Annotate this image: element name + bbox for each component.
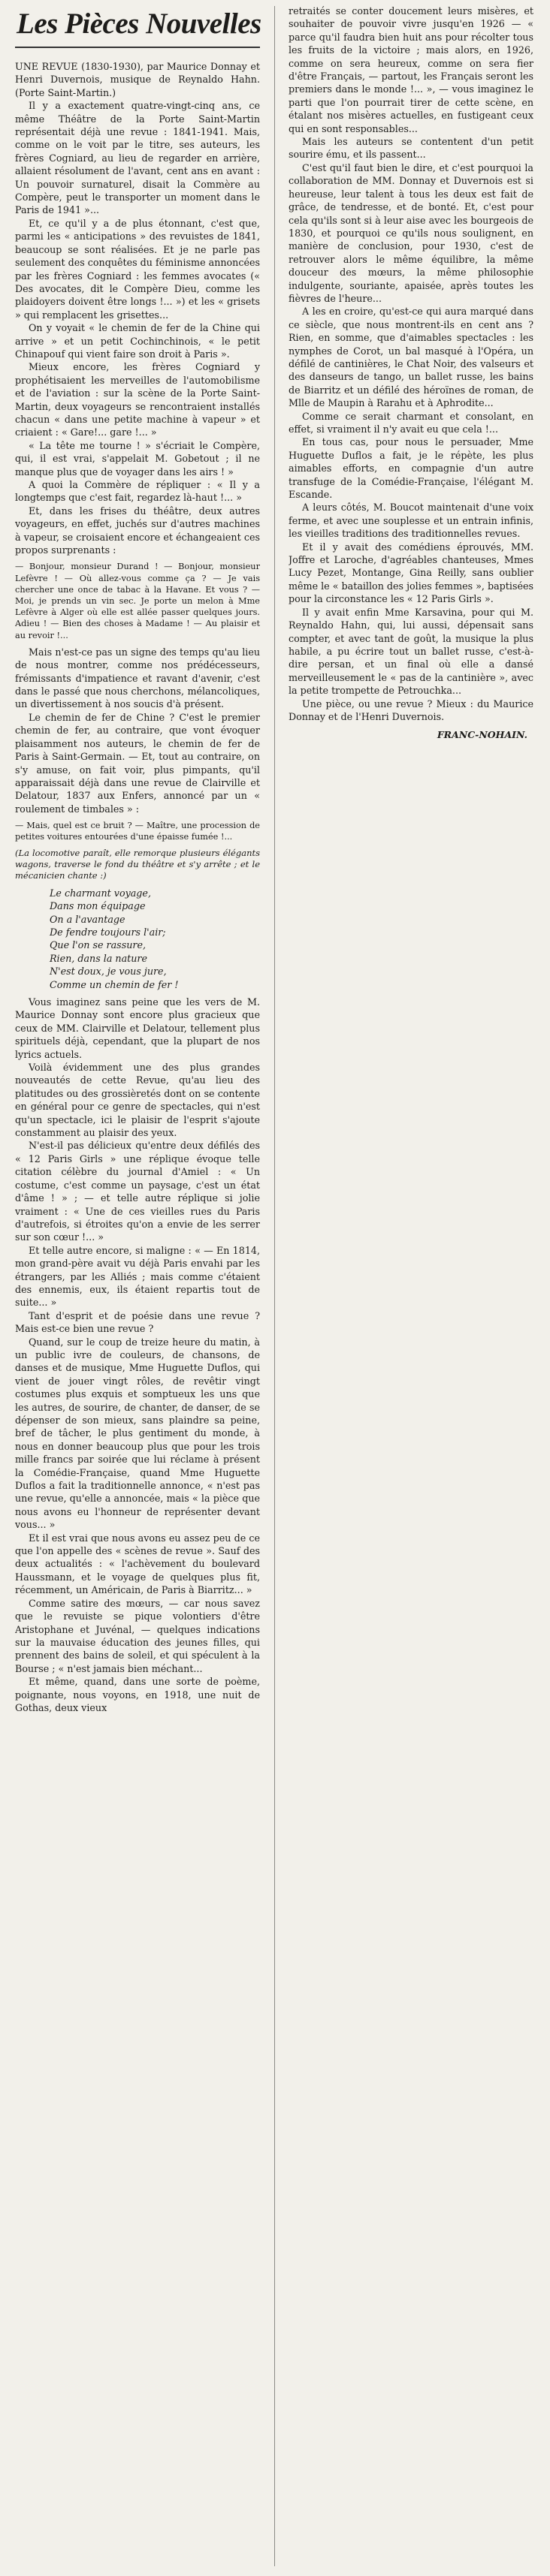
paragraph: Comme ce serait charmant et consolant, en effet, si vraiment il n'y avait eu que cela !... — [289, 410, 533, 435]
paragraph: Mieux encore, les frères Cogniard y prophétisaient les merveilles de l'automobilisme et de l'aviation : sur la scène de la Porte Saint-Martin, deux voyageurs se rencontraient installés chacun « dans une petite machine à vapeur » et criaient : « Gare!... gare !... » — [15, 361, 260, 438]
verse-line: Le charmant voyage, — [50, 887, 151, 899]
paragraph: Et telle autre encore, si maligne : « — En 1814, mon grand-père avait vu déjà Paris envahi par les étrangers, par les Alliés ; mais comme c'étaient des ennemis, eux, ils étaient repartis tout de suite... » — [15, 1244, 260, 1309]
paragraph: Une pièce, ou une revue ? Mieux : du Maurice Donnay et de l'Henri Duvernois. — [289, 697, 533, 722]
paragraph: Voilà évidemment une des plus grandes nouveautés de cette Revue, qu'au lieu des platitudes ou des grossièretés dont on se contente en général pour ce genre de spectacles, qui n'est qu'un spectacle, ici le plaisir de l'esprit s'ajoute constamment au plaisir des yeux. — [15, 1062, 260, 1139]
paragraph: Mais n'est-ce pas un signe des temps qu'au lieu de nous montrer, comme nos prédécesseurs, frémissants d'impatience et ravant d'avenir, c'est dans le passé que nous cherchons, mélancoliques, un divertissement à nos soucis d'à présent. — [15, 646, 260, 710]
paragraph: Vous imaginez sans peine que les vers de M. Maurice Donnay sont encore plus gracieux que ceux de MM. Clairville et Delatour, tellement plus spirituels déjà, cependant, que la plupart de nos lyrics actuels. — [15, 996, 260, 1060]
paragraph: Le chemin de fer de Chine ? C'est le premier chemin de fer, au contraire, que vont évoquer plaisamment nos auteurs, le chemin de fer de Paris à Saint-Germain. — Et, tout au contraire, on s'y amuse, on fait voir, plus pimpants, qu'il apparaissait déjà dans une revue de Clairville et Delatour, 1837 aux Enfers, annoncé par un « roulement de timbales » : — [15, 711, 260, 815]
paragraph: Et, dans les frises du théâtre, deux autres voyageurs, en effet, juchés sur d'autres machines à vapeur, se croisaient encore et échangeaient ces propos surprenants : — [15, 505, 260, 556]
quoted-dialogue: — Bonjour, monsieur Durand ! — Bonjour, monsieur Lefèvre ! — Où allez-vous comme ça ? — Je vais chercher une once de tabac à la Havane. Et vous ? — Moi, je prends un vin sec. Je porte un melon à Mme Lefèvre à Alger où elle est allée passer quelques jours. Adieu ! — Bien des choses à Madame ! — Au plaisir et au revoir !... — [15, 562, 260, 640]
paragraph: N'est-il pas délicieux qu'entre deux défilés des « 12 Paris Girls » une réplique évoque telle citation célèbre du journal d'Amiel : « Un costume, c'est comme un paysage, c'est un état d'âme ! » ; — et telle autre réplique si jolie vraiment : « Une de ces vieilles rues du Paris d'autrefois, si étroites qu'on a envie de les serrer sur son cœur !... » — [15, 1140, 260, 1243]
verse-line: N'est doux, je vous jure, — [50, 966, 167, 978]
verse-line: De fendre toujours l'air; — [50, 926, 166, 938]
title-rule — [15, 47, 260, 48]
paragraph: En tous cas, pour nous le persuader, Mme Huguette Duflos a fait, je le répète, les plus aimables efforts, en compagnie d'un autre transfuge de la Comédie-Française, l'élégant M. Escande. — [289, 436, 533, 501]
paragraph: Il y avait enfin Mme Karsavina, pour qui M. Reynaldo Hahn, qui, lui aussi, dépensait sans compter, et avec tant de goût, la musique la plus habile, a pu écrire tout un ballet russe, c'est-à-dire persan, et un final où elle a dansé merveilleusement le « pas de la cantinière », avec la petite trompette de Petrouchka... — [289, 606, 533, 697]
paragraph: « La tête me tourne ! » s'écriait le Compère, qui, il est vrai, s'appelait M. Gobetout ; il ne manque plus que de voyager dans les airs ! » — [15, 439, 260, 478]
paragraph: Et même, quand, dans une sorte de poème, poignante, nous voyons, en 1918, une nuit de Gothas, deux vieux — [15, 1676, 260, 1713]
paragraph: Comme satire des mœurs, — car nous savez que le revuiste se pique volontiers d'être Aristophane et Juvénal, — quelques indications sur la mauvaise éducation des jeunes filles, qui prennent des bains de soleil, et qui spéculent à la Bourse ; « n'est jamais bien méchant... — [15, 1597, 260, 1674]
column-separator — [274, 6, 275, 2566]
paragraph: A leurs côtés, M. Boucot maintenait d'une voix ferme, et avec une souplesse et un entrain infinis, les vieilles traditions des traditionnelles revues. — [289, 502, 533, 540]
verse-line: Dans mon équipage — [50, 900, 146, 912]
paragraph: Quand, sur le coup de treize heure du matin, à un public ivre de couleurs, de chansons, de danses et de musique, Mme Huguette Duflos, qui vient de jouer vingt rôles, de revêtir vingt costumes plus exquis et somptueux les uns que les autres, de sourire, de chanter, de danser, de se dépenser de son mieux, sans plaindre sa peine, bref de tâcher, le plus gentiment du monde, à nous en donner beaucoup plus que pour les trois mille francs par soirée que lui réclame à présent la Comédie-Française, quand Mme Huguette Duflos a fait la traditionnelle annonce, « n'est pas une revue, qu'elle a annoncée, mais « la pièce que nous avons eu l'honneur de représenter devant vous... » — [15, 1336, 260, 1531]
author-signature: FRANC-NOHAIN. — [437, 729, 527, 741]
paragraph: retraités se conter doucement leurs misères, et souhaiter de pouvoir vivre jusqu'en 1926 — « parce qu'il faudra bien huit ans pour récolter tous les fruits de la victoire ; mais alors, en 1926, comme on sera heureux, comme on sera fier d'être Français, — partout, les Français seront les premiers dans le monde !... », — vous imaginez le parti que l'on pourrait tirer de cette scène, en étalant nos misères actuelles, en fustigeant ceux qui en sont responsables... — [289, 5, 533, 134]
paragraph: A les en croire, qu'est-ce qui aura marqué dans ce siècle, que nous montrent-ils en cent ans ? Rien, en somme, que d'aimables spectacles : les nymphes de Corot, un bal masqué à l'Opéra, un défilé de cantinières, le Chat Noir, des valseurs et des danseurs de tango, un ballet russe, les bains de Biarritz et un défilé des héroïnes de roman, de Mlle de Maupin à Rarahu et à Aphrodite... — [289, 306, 533, 409]
left-column — [15, 60, 260, 2560]
verse-line: Rien, dans la nature — [50, 952, 147, 964]
paragraph: Et, ce qu'il y a de plus étonnant, c'est que, parmi les « anticipations » des revuistes de 1841, beaucoup se sont réalisées. Et je ne parle pas seulement des conquêtes du féminisme annoncées par les frères Cogniard : les femmes avocates (« Des avocates, dit le Compère Dieu, comme les plaidoyers doivent être longs !... ») et les « grisets » qui remplacent les grisettes... — [15, 217, 260, 321]
paragraph: Et il y avait des comédiens éprouvés, MM. Joffre et Laroche, d'agréables chanteuses, Mmes Lucy Pezet, Montange, Gina Reilly, sans oublier même le « bataillon des jolies femmes », baptisées pour la circonstance les « 12 Paris Girls ». — [289, 541, 533, 605]
quoted-dialogue: — Mais, quel est ce bruit ? — Maître, une procession de petites voitures entourées d'une épaisse fumée !... — [15, 821, 260, 842]
right-column — [289, 5, 533, 2565]
paragraph: Tant d'esprit et de poésie dans une revue ? Mais est-ce bien une revue ? — [15, 1309, 260, 1335]
article-title: Les Pièces Nouvelles — [17, 8, 261, 40]
paragraph: Il y a exactement quatre-vingt-cinq ans, ce même Théâtre de la Porte Saint-Martin représentait déjà une revue : 1841-1941. Mais, comme on le voit par le titre, ses auteurs, les frères Cogniard, au lieu de regarder en arrière, allaient résolument de l'avant, cent ans en avant : Un pouvoir surnaturel, disait la Commère au Compère, peut le transporter un moment dans le Paris de 1941 »... — [15, 100, 260, 216]
paragraph: Mais les auteurs se contentent d'un petit sourire ému, et ils passent... — [289, 136, 533, 161]
verse-line: Comme un chemin de fer ! — [50, 978, 179, 990]
verse-line: Que l'on se rassure, — [50, 939, 146, 951]
paragraph: A quoi la Commère de répliquer : « Il y a longtemps que c'est fait, regardez là-haut !... » — [15, 479, 260, 504]
stage-direction: (La locomotive paraît, elle remorque plusieurs élégants wagons, traverse le fond du théâtre et s'y arrête ; et le mécanicien chante :) — [15, 847, 260, 881]
paragraph: On y voyait « le chemin de fer de la Chine qui arrive » et un petit Cochinchinois, « le petit Chinapouf qui vient faire son droit à Paris ». — [15, 322, 260, 360]
paragraph: Et il est vrai que nous avons eu assez peu de ce que l'on appelle des « scènes de revue ». Sauf des deux actualités : « l'achèvement du boulevard Haussmann, et le voyage de quelques plus fit, récemment, un Américain, de Paris à Biarritz... » — [15, 1532, 260, 1596]
play-credits: UNE REVUE (1830-1930), par Maurice Donnay et Henri Duvernois, musique de Reynaldo Hahn. (Porte Saint-Martin.) — [15, 61, 260, 98]
paragraph: C'est qu'il faut bien le dire, et c'est pourquoi la collaboration de MM. Donnay et Duvernois est si heureuse, leur talent à tous les deux est fait de grâce, de tendresse, et de bonté. Et, c'est pour cela qu'ils sont si à leur aise avec les bourgeois de 1830, et pourquoi ce qu'ils nous soulignent, en manière de conclusion, pour 1930, c'est de retrouver alors le même équilibre, la même douceur des mœurs, la même philosophie indulgente, souriante, apaisée, après toutes les fièvres de l'heure... — [289, 161, 533, 304]
verse-line: On a l'avantage — [50, 913, 125, 925]
